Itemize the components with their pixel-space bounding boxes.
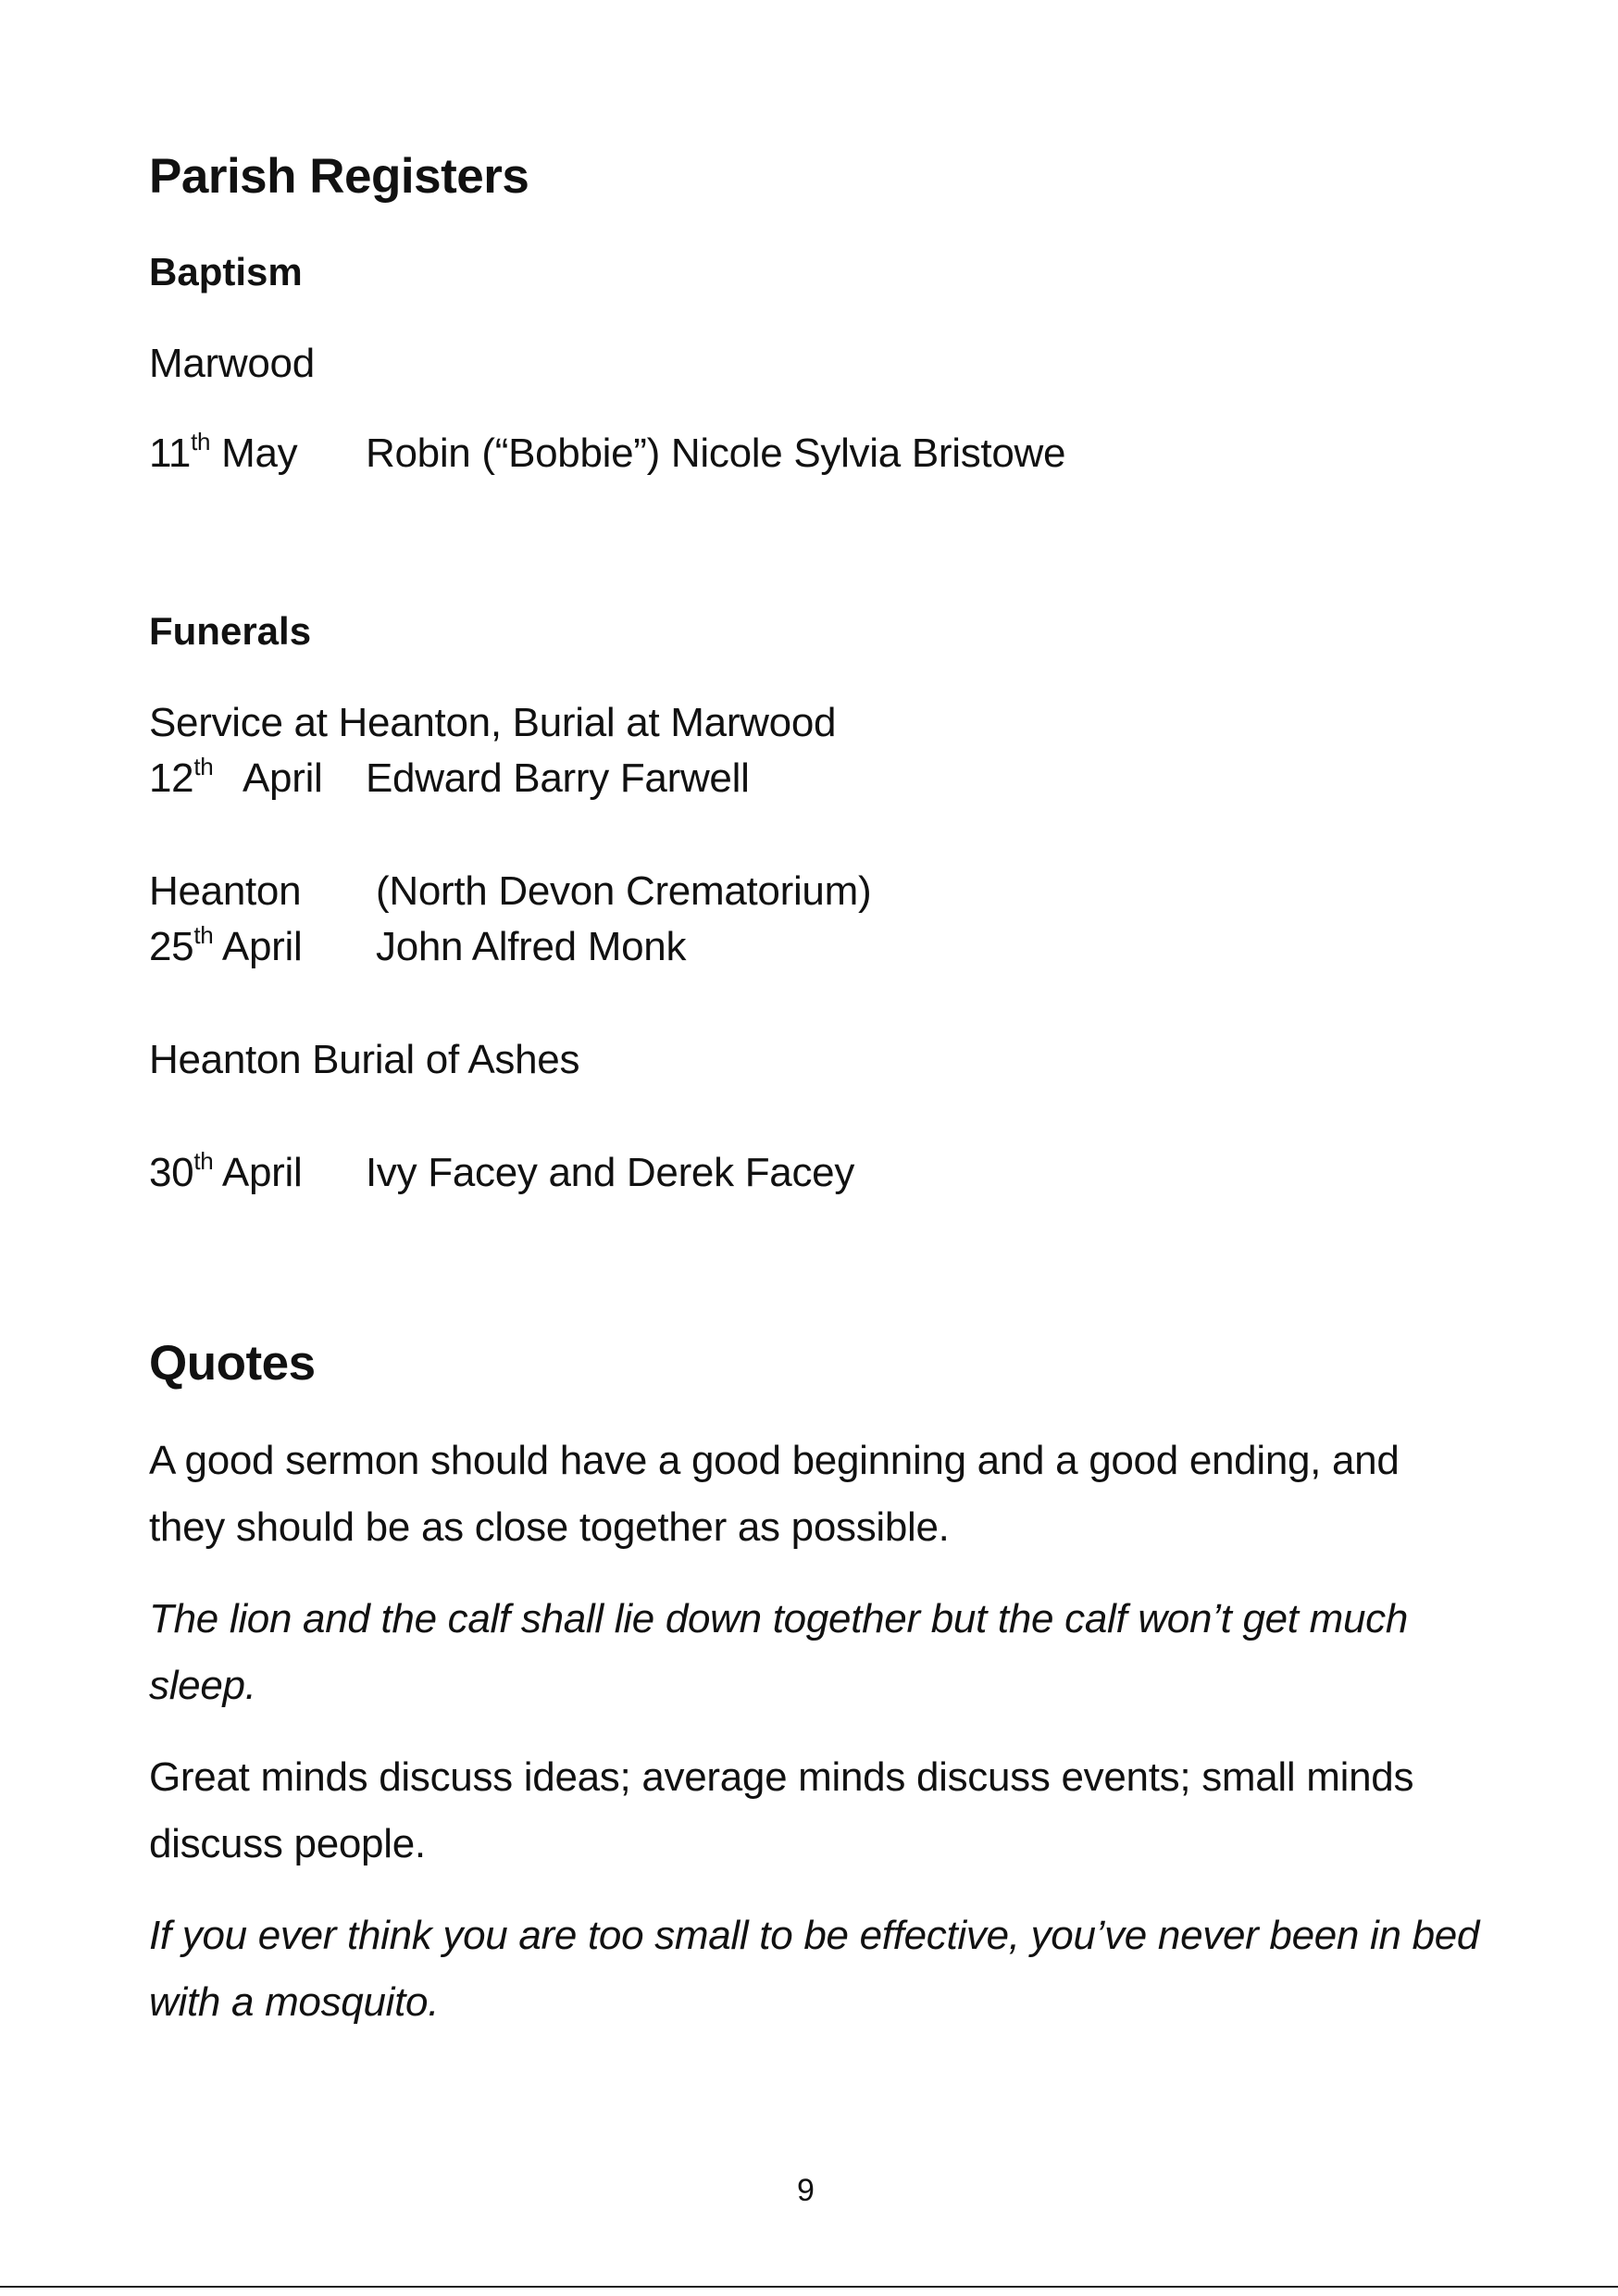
funeral-1-date: 12th — [149, 753, 214, 801]
page-number: 9 — [797, 2173, 815, 2208]
page-bottom-rule — [0, 2286, 1618, 2288]
baptism-place: Marwood — [149, 341, 315, 386]
baptism-date: 11th May — [149, 428, 298, 476]
funeral-1-name: Edward Barry Farwell — [366, 755, 750, 801]
funeral-3-date: 30th April — [149, 1147, 303, 1195]
funeral-2-place: Heanton — [149, 868, 302, 914]
subheading-funerals: Funerals — [149, 609, 312, 653]
quote-4: If you ever think you are too small to be effective, you’ve never been in bed with a mosquito. — [149, 1913, 1480, 2025]
funeral-2-note: (North Devon Crematorium) — [376, 868, 872, 914]
funeral-1-month: April — [243, 755, 323, 801]
section-title-quotes: Quotes — [149, 1336, 316, 1391]
section-title-parish-registers: Parish Registers — [149, 149, 529, 204]
subheading-baptism: Baptism — [149, 250, 303, 293]
funeral-3-name: Ivy Facey and Derek Facey — [366, 1150, 855, 1195]
funeral-1-place: Service at Heanton, Burial at Marwood — [149, 700, 837, 745]
funeral-3-place: Heanton Burial of Ashes — [149, 1037, 580, 1082]
quote-2: The lion and the calf shall lie down together but the calf won’t get much sleep. — [149, 1596, 1409, 1708]
quote-3: Great minds discuss ideas; average minds discuss events; small minds discuss people. — [149, 1754, 1414, 1866]
baptism-name: Robin (“Bobbie”) Nicole Sylvia Bristowe — [366, 430, 1066, 476]
funeral-2-name: John Alfred Monk — [376, 924, 687, 969]
funeral-2-date: 25th April — [149, 921, 303, 969]
quote-1: A good sermon should have a good beginning and a good ending, and they should be as close together as possible. — [149, 1438, 1400, 1550]
